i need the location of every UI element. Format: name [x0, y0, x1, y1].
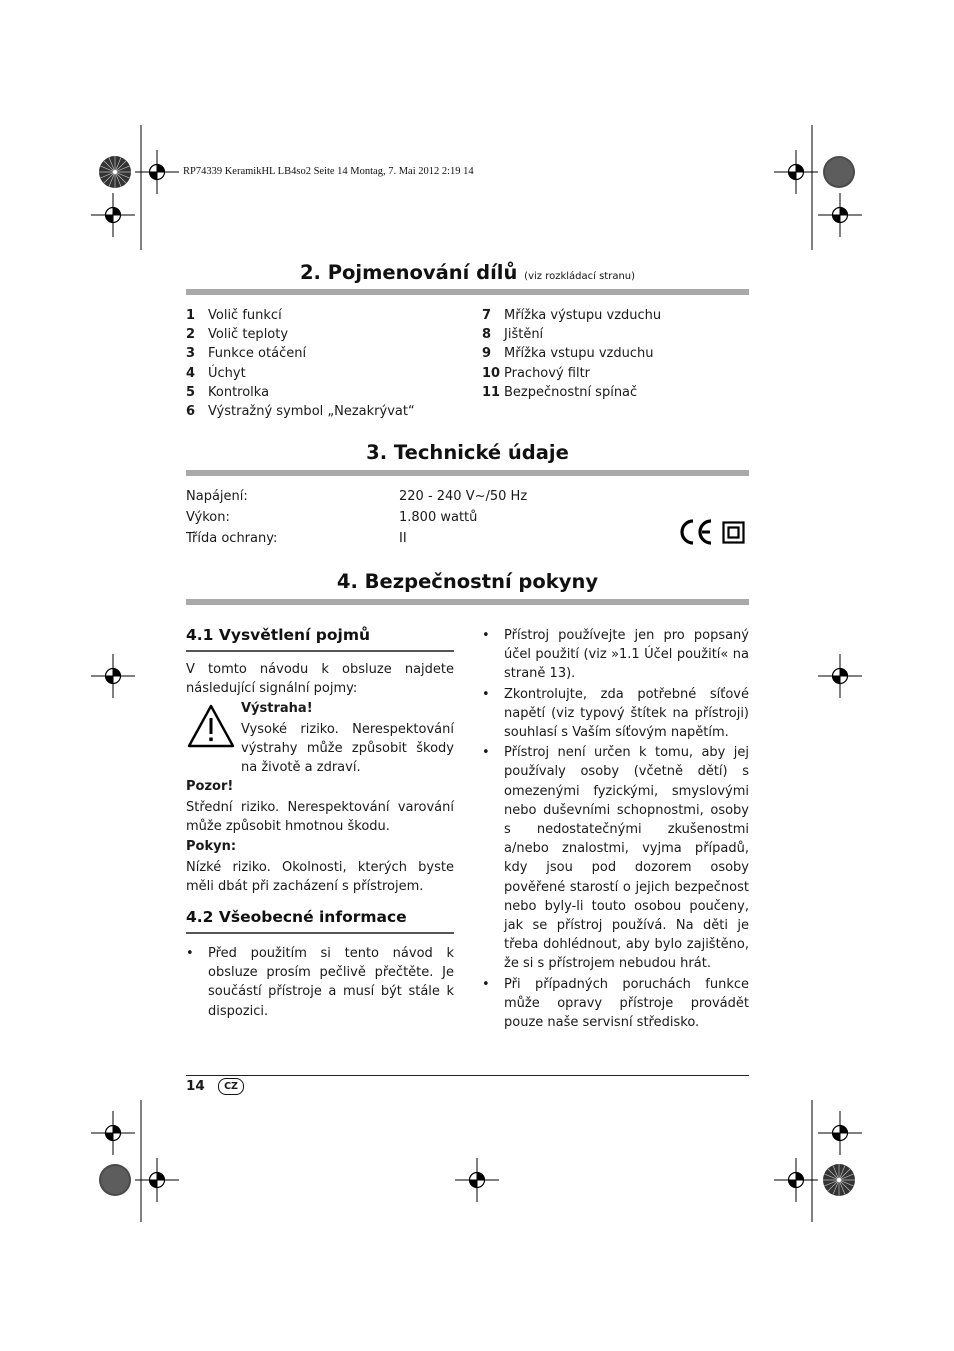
list-item: 2 Volič teploty — [186, 327, 289, 343]
spec-label: Výkon: — [186, 510, 230, 525]
print-header: RP74339 KeramikHL LB4so2 Seite 14 Montag, 7. Mai 2012 2:19 14 — [183, 166, 474, 177]
list-item: 6 Výstražný symbol „Nezakrývat“ — [186, 404, 415, 420]
note-text: Nízké riziko. Okolnosti, kterých byste měli dbát při zacházení s přístrojem. — [186, 860, 454, 895]
section-title-text: 2. Pojmenování dílů — [299, 261, 518, 284]
list-item: 3 Funkce otáčení — [186, 346, 307, 362]
list-item: 8 Jištění — [482, 327, 544, 343]
section-subtitle: (viz rozkládací stranu) — [524, 271, 636, 282]
list-item: • Přístroj používejte jen pro popsaný účel použití (viz »1.1 Účel použití« na straně 13). — [482, 628, 749, 682]
caution-text: Střední riziko. Nerespektování varování může způsobit hmotnou škodu. — [186, 800, 454, 835]
list-item: 7 Mřížka výstupu vzduchu — [482, 308, 662, 323]
list-item: • Zkontrolujte, zda potřebné síťové napětí (viz typový štítek na přístroji) souhlasí s Vaším síťovým napětím. — [482, 686, 749, 741]
caution-label: Pozor! — [186, 779, 234, 794]
list-item: 10 Prachový filtr — [482, 365, 591, 381]
subsection-title: 4.1 Vysvětlení pojmů — [186, 626, 371, 644]
list-item: • Při případných poruchách funkce může opravy přístroje provádět pouze naše servisní středisko. — [482, 976, 749, 1031]
section-bar — [186, 470, 749, 476]
list-item: • Přístroj není určen k tomu, aby jej používaly osoby (včetně dětí) s omezenými fyzickými, smyslovými nebo duševními schopnostmi, osoby s nedostatečnými zkušenostmi a/nebo znalostmi, vyjma případů, kdy jsou pod dozorem osoby pověřené starostí o jejich bezpečnost nebo byly-li touto osobou poučeny, jak se přístroj používá. Na děti je třeba dohlédnout, aby bylo zajištěno, že si s přístrojem nebudou hrát. — [482, 745, 749, 972]
parts-list-left — [186, 306, 476, 421]
footer-rule — [186, 1075, 749, 1076]
intro-paragraph: V tomto návodu k obsluze najdete následující signální pojmy: — [186, 662, 454, 697]
general-info-list — [186, 944, 454, 1022]
safety-list — [482, 626, 749, 1033]
warning-triangle-icon — [186, 703, 236, 749]
subsection-title: 4.2 Všeobecné informace — [186, 908, 407, 926]
section-bar — [186, 599, 749, 605]
section-title-specs: 3. Technické údaje — [366, 441, 569, 464]
list-item: • Před použitím si tento návod k obsluze prosím pečlivě přečtěte. Je součástí přístroje a musí být stále k dispozici. — [186, 946, 454, 1019]
spec-values — [399, 486, 527, 549]
spec-value: 220 - 240 V~/50 Hz — [399, 489, 528, 504]
section-title-parts — [186, 261, 749, 284]
list-item: 1 Volič funkcí — [186, 308, 282, 323]
subsection-rule — [186, 650, 454, 652]
spec-label: Napájení: — [186, 489, 248, 504]
note-label: Pokyn: — [186, 839, 237, 854]
language-badge: CZ — [218, 1078, 244, 1095]
list-item: 5 Kontrolka — [186, 384, 270, 400]
list-item: 9 Mřížka vstupu vzduchu — [482, 346, 654, 362]
spec-labels — [186, 486, 277, 549]
subsection-rule — [186, 932, 454, 934]
parts-list-right — [482, 306, 749, 402]
spec-value: 1.800 wattů — [399, 510, 478, 525]
spec-value: II — [399, 531, 407, 546]
spec-label: Třída ochrany: — [186, 531, 278, 546]
warning-text: Vysoké riziko. Nerespektování výstrahy může způsobit škody na životě a zdraví. — [241, 722, 454, 776]
list-item: 4 Úchyt — [186, 365, 246, 381]
page-number: 14 — [186, 1078, 205, 1094]
section-bar — [186, 289, 749, 295]
section-title-safety: 4. Bezpečnostní pokyny — [336, 570, 599, 593]
warning-label: Výstraha! — [241, 701, 313, 716]
class-ii-icon — [722, 521, 746, 544]
list-item: 11 Bezpečnostní spínač — [482, 384, 638, 400]
